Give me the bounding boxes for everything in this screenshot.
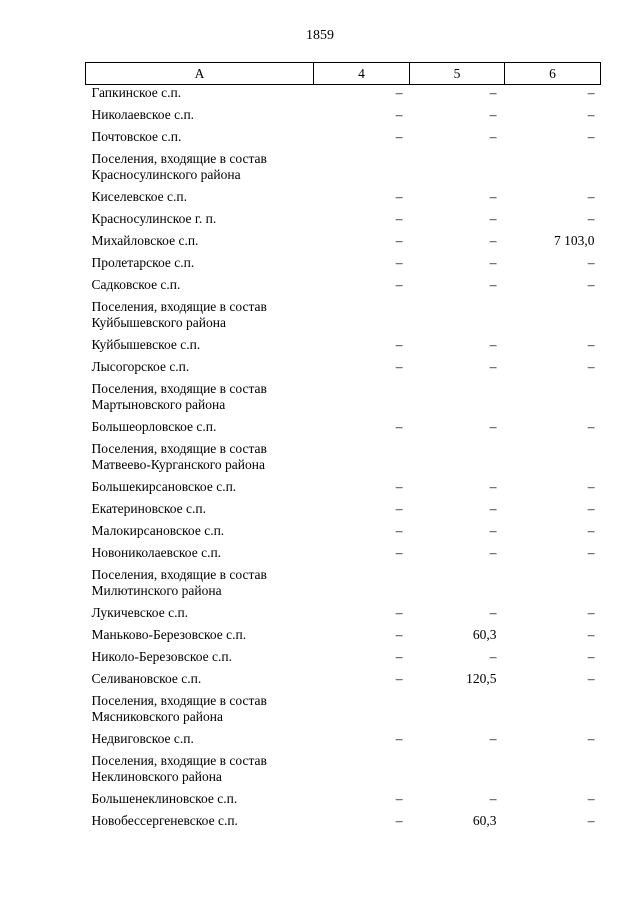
column-5-cell: – bbox=[489, 545, 497, 560]
column-6-cell: – bbox=[587, 813, 595, 828]
column-6-cell bbox=[505, 693, 601, 731]
table-row bbox=[86, 605, 601, 627]
column-6-cell: – bbox=[587, 671, 595, 686]
group-header-row bbox=[86, 753, 601, 791]
column-5-cell: – bbox=[489, 107, 497, 122]
settlement-name-cell: Новобессергеневское с.п. bbox=[91, 813, 238, 828]
settlement-name-cell: Поселения, входящие в состав Красносулинского района bbox=[91, 151, 267, 182]
settlement-name-cell: Пролетарское с.п. bbox=[91, 255, 195, 270]
settlement-name-cell: Маньково-Березовское с.п. bbox=[91, 627, 247, 642]
column-4-cell: – bbox=[395, 731, 403, 746]
column-4-cell bbox=[314, 441, 410, 479]
column-6-cell: – bbox=[587, 107, 595, 122]
settlement-name-cell: Куйбышевское с.п. bbox=[91, 337, 201, 352]
column-4-cell: – bbox=[395, 791, 403, 806]
settlement-name-cell: Большекирсановское с.п. bbox=[91, 479, 237, 494]
column-6-cell: – bbox=[587, 649, 595, 664]
column-5-cell bbox=[410, 441, 505, 479]
column-6-cell: – bbox=[587, 211, 595, 226]
column-6-cell: – bbox=[587, 545, 595, 560]
settlement-name-cell: Поселения, входящие в состав Матвеево-Курганского района bbox=[91, 441, 267, 472]
column-6-cell: – bbox=[587, 605, 595, 620]
table-row bbox=[86, 359, 601, 381]
column-5-cell: – bbox=[489, 277, 497, 292]
column-5-cell bbox=[410, 693, 505, 731]
column-5-cell: 120,5 bbox=[466, 671, 497, 686]
column-4-cell: – bbox=[395, 211, 403, 226]
column-5-cell: – bbox=[489, 479, 497, 494]
table-body bbox=[86, 85, 601, 836]
column-6-cell: 7 103,0 bbox=[554, 233, 595, 248]
settlement-name-cell: Поселения, входящие в состав Мартыновского района bbox=[91, 381, 267, 412]
column-4-cell: – bbox=[395, 337, 403, 352]
table-row bbox=[86, 523, 601, 545]
column-5-cell: – bbox=[489, 523, 497, 538]
column-header-5: 5 bbox=[410, 63, 505, 85]
settlement-name-cell: Поселения, входящие в состав Мясниковского района bbox=[91, 693, 267, 724]
column-5-cell: – bbox=[489, 233, 497, 248]
settlement-name-cell: Лысогорское с.п. bbox=[91, 359, 190, 374]
column-6-cell: – bbox=[587, 791, 595, 806]
column-4-cell: – bbox=[395, 419, 403, 434]
table-header-row bbox=[86, 63, 601, 85]
table-row bbox=[86, 501, 601, 523]
page-number: 1859 bbox=[306, 28, 334, 43]
column-6-cell: – bbox=[587, 337, 595, 352]
column-6-cell: – bbox=[587, 255, 595, 270]
column-5-cell bbox=[410, 567, 505, 605]
column-4-cell bbox=[314, 567, 410, 605]
table-row bbox=[86, 337, 601, 359]
column-6-cell: – bbox=[587, 501, 595, 516]
table-row bbox=[86, 85, 601, 108]
column-4-cell: – bbox=[395, 813, 403, 828]
budget-table bbox=[85, 62, 601, 835]
column-header-4: 4 bbox=[314, 63, 410, 85]
column-6-cell bbox=[505, 753, 601, 791]
column-5-cell: – bbox=[489, 85, 497, 100]
column-4-cell: – bbox=[395, 189, 403, 204]
column-6-cell: – bbox=[587, 359, 595, 374]
settlement-name-cell: Малокирсановское с.п. bbox=[91, 523, 225, 538]
settlement-name-cell: Новониколаевское с.п. bbox=[91, 545, 222, 560]
column-5-cell: – bbox=[489, 211, 497, 226]
table-row bbox=[86, 255, 601, 277]
table-row bbox=[86, 731, 601, 753]
settlement-name-cell: Николаевское с.п. bbox=[91, 107, 195, 122]
column-5-cell: – bbox=[489, 189, 497, 204]
group-header-row bbox=[86, 299, 601, 337]
column-4-cell bbox=[314, 381, 410, 419]
table-row bbox=[86, 479, 601, 501]
column-4-cell bbox=[314, 693, 410, 731]
column-4-cell: – bbox=[395, 501, 403, 516]
column-4-cell: – bbox=[395, 129, 403, 144]
group-header-row bbox=[86, 567, 601, 605]
group-header-row bbox=[86, 441, 601, 479]
column-5-cell: – bbox=[489, 731, 497, 746]
column-5-cell: 60,3 bbox=[472, 813, 497, 828]
settlement-name-cell: Красносулинское г. п. bbox=[91, 211, 217, 226]
table-row bbox=[86, 813, 601, 835]
group-header-row bbox=[86, 151, 601, 189]
column-4-cell: – bbox=[395, 649, 403, 664]
column-5-cell: 60,3 bbox=[472, 627, 497, 642]
settlement-name-cell: Большеорловское с.п. bbox=[91, 419, 217, 434]
column-6-cell: – bbox=[587, 731, 595, 746]
column-4-cell: – bbox=[395, 107, 403, 122]
group-header-row bbox=[86, 693, 601, 731]
settlement-name-cell: Недвиговское с.п. bbox=[91, 731, 194, 746]
column-5-cell: – bbox=[489, 791, 497, 806]
column-5-cell: – bbox=[489, 255, 497, 270]
column-5-cell bbox=[410, 753, 505, 791]
column-4-cell: – bbox=[395, 255, 403, 270]
table-row bbox=[86, 233, 601, 255]
column-6-cell bbox=[505, 381, 601, 419]
column-6-cell: – bbox=[587, 479, 595, 494]
table-row bbox=[86, 791, 601, 813]
column-4-cell: – bbox=[395, 605, 403, 620]
column-header-a: А bbox=[86, 63, 314, 85]
settlement-name-cell: Поселения, входящие в состав Куйбышевского района bbox=[91, 299, 267, 330]
column-4-cell bbox=[314, 299, 410, 337]
column-6-cell: – bbox=[587, 419, 595, 434]
settlement-name-cell: Лукичевское с.п. bbox=[91, 605, 189, 620]
column-4-cell: – bbox=[395, 545, 403, 560]
column-5-cell bbox=[410, 381, 505, 419]
table-row bbox=[86, 211, 601, 233]
table-row bbox=[86, 419, 601, 441]
column-4-cell: – bbox=[395, 523, 403, 538]
column-4-cell bbox=[314, 151, 410, 189]
column-5-cell: – bbox=[489, 605, 497, 620]
table-row bbox=[86, 189, 601, 211]
column-5-cell bbox=[410, 151, 505, 189]
settlement-name-cell: Николо-Березовское с.п. bbox=[91, 649, 232, 664]
column-4-cell: – bbox=[395, 627, 403, 642]
column-6-cell: – bbox=[587, 627, 595, 642]
settlement-name-cell: Поселения, входящие в состав Милютинского района bbox=[91, 567, 267, 598]
settlement-name-cell: Киселевское с.п. bbox=[91, 189, 188, 204]
column-4-cell: – bbox=[395, 85, 403, 100]
column-5-cell: – bbox=[489, 337, 497, 352]
settlement-name-cell: Михайловское с.п. bbox=[91, 233, 199, 248]
column-5-cell: – bbox=[489, 649, 497, 664]
settlement-name-cell: Екатериновское с.п. bbox=[91, 501, 206, 516]
column-4-cell: – bbox=[395, 277, 403, 292]
column-6-cell bbox=[505, 151, 601, 189]
column-5-cell: – bbox=[489, 359, 497, 374]
column-6-cell: – bbox=[587, 129, 595, 144]
settlement-name-cell: Селивановское с.п. bbox=[91, 671, 202, 686]
column-6-cell: – bbox=[587, 189, 595, 204]
column-6-cell: – bbox=[587, 85, 595, 100]
column-5-cell bbox=[410, 299, 505, 337]
table-row bbox=[86, 277, 601, 299]
column-6-cell bbox=[505, 299, 601, 337]
column-5-cell: – bbox=[489, 419, 497, 434]
column-4-cell: – bbox=[395, 233, 403, 248]
settlement-name-cell: Садковское с.п. bbox=[91, 277, 181, 292]
column-6-cell: – bbox=[587, 277, 595, 292]
column-5-cell: – bbox=[489, 129, 497, 144]
table-row bbox=[86, 649, 601, 671]
column-4-cell bbox=[314, 753, 410, 791]
column-6-cell bbox=[505, 441, 601, 479]
table-row bbox=[86, 545, 601, 567]
table-row bbox=[86, 129, 601, 151]
column-4-cell: – bbox=[395, 359, 403, 374]
column-5-cell: – bbox=[489, 501, 497, 516]
settlement-name-cell: Поселения, входящие в состав Неклиновского района bbox=[91, 753, 267, 784]
column-6-cell: – bbox=[587, 523, 595, 538]
column-6-cell bbox=[505, 567, 601, 605]
table-row bbox=[86, 627, 601, 649]
table-row bbox=[86, 671, 601, 693]
table-row bbox=[86, 107, 601, 129]
column-header-6: 6 bbox=[505, 63, 601, 85]
settlement-name-cell: Большенеклиновское с.п. bbox=[91, 791, 238, 806]
group-header-row bbox=[86, 381, 601, 419]
column-4-cell: – bbox=[395, 479, 403, 494]
settlement-name-cell: Гапкинское с.п. bbox=[91, 85, 182, 100]
column-4-cell: – bbox=[395, 671, 403, 686]
settlement-name-cell: Почтовское с.п. bbox=[91, 129, 182, 144]
